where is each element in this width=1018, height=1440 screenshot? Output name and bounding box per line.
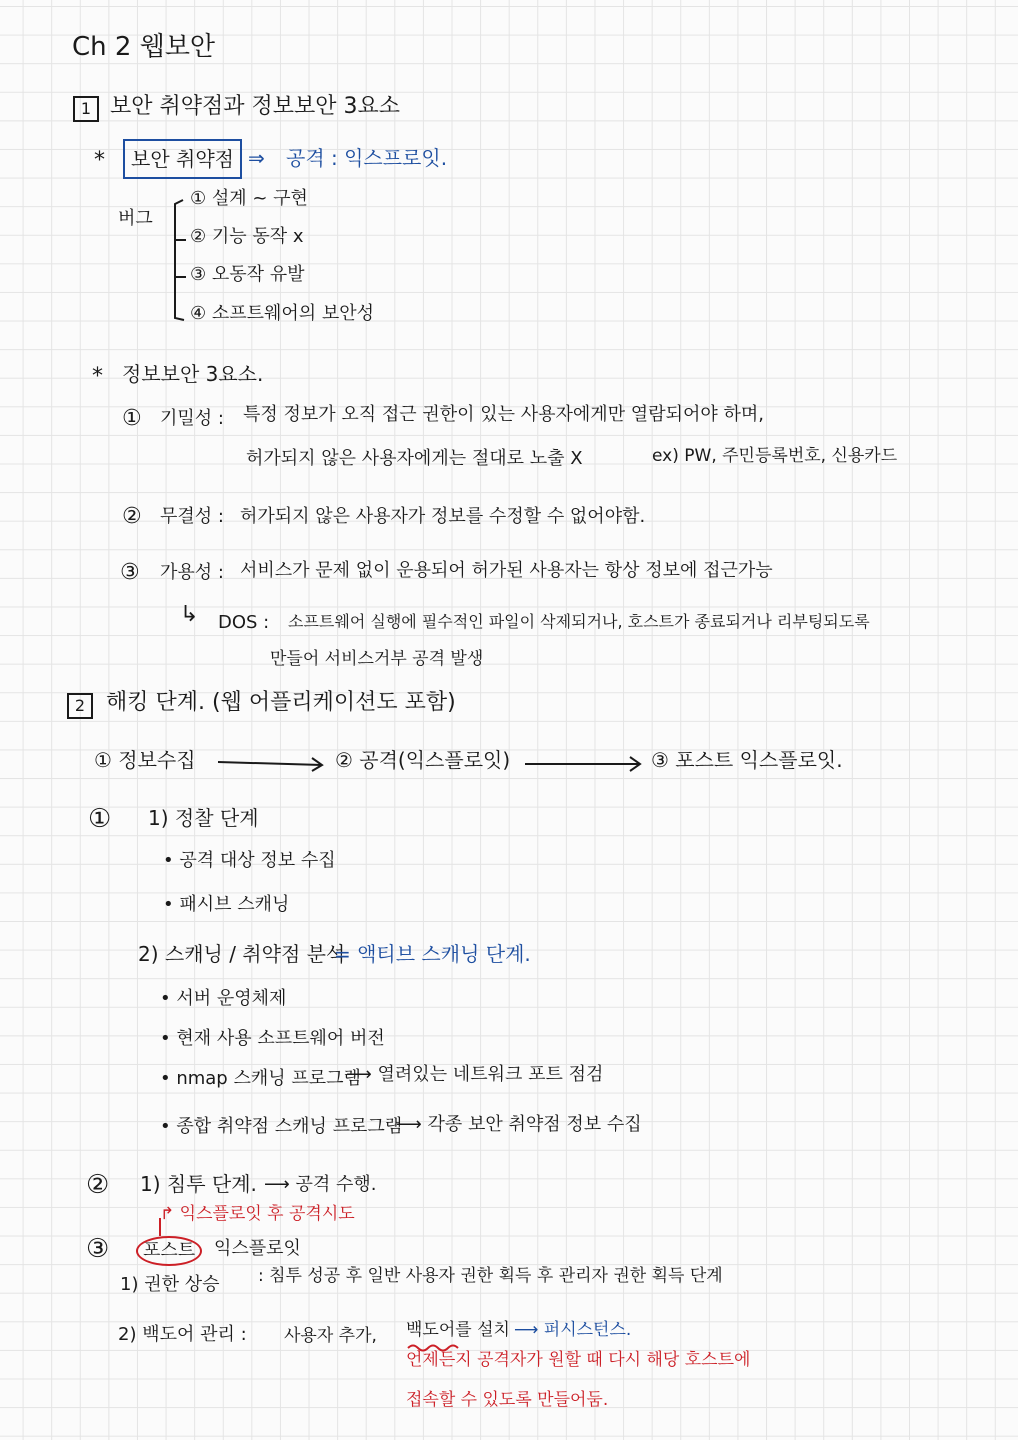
- availability-label: 가용성 :: [160, 562, 224, 583]
- backdoor-label: 2) 백도어 관리 :: [118, 1324, 247, 1345]
- flow-step-3: ③ 포스트 익스플로잇.: [651, 748, 843, 772]
- section-heading-2: 해킹 단계. (웹 어플리케이션도 포함): [106, 690, 456, 715]
- implies-arrow: ⇒: [248, 146, 265, 170]
- triad-heading: 정보보안 3요소.: [122, 362, 264, 386]
- confidentiality-label: 기밀성 :: [160, 408, 224, 429]
- phase-2-text: 1) 침투 단계.: [140, 1172, 257, 1196]
- confidentiality-line-1: 특정 정보가 오직 접근 권한이 있는 사용자에게만 열람되어야 하며,: [243, 404, 764, 425]
- phase-1-number: ①: [88, 804, 112, 834]
- phase-3-rest: 익스플로잇: [214, 1238, 301, 1259]
- bug-item-2: ② 기능 동작 x: [190, 226, 304, 247]
- phase-2-result: ⟶ 공격 수행.: [264, 1174, 377, 1195]
- star-bullet-2: *: [92, 364, 103, 389]
- dos-label: DOS :: [218, 612, 270, 633]
- phase-2-note: ↱ 익스플로잇 후 공격시도: [160, 1204, 355, 1224]
- privilege-text: : 침투 성공 후 일반 사용자 권한 획득 후 관리자 권한 획득 단계: [258, 1266, 723, 1286]
- section-heading-1: 보안 취약점과 정보보안 3요소: [110, 94, 401, 119]
- page-title: Ch 2 웹보안: [72, 32, 216, 62]
- circled-post: 포스트: [136, 1236, 202, 1266]
- flow-arrow-2-head: [630, 757, 640, 771]
- phase-1-sub-2-eq: = 액티브 스캐닝 단계.: [334, 942, 531, 966]
- backdoor-text: 사용자 추가,: [284, 1326, 377, 1346]
- flow-step-2: ② 공격(익스플로잇): [335, 748, 511, 772]
- availability-number: ③: [120, 560, 140, 585]
- persistence-note-1: 언제든지 공격자가 원할 때 다시 해당 호스트에: [406, 1350, 751, 1370]
- boxed-term-vulnerability: 보안 취약점: [123, 139, 242, 179]
- scan-item-2: • 현재 사용 소프트웨어 버전: [160, 1028, 385, 1049]
- integrity-number: ②: [122, 504, 142, 529]
- dos-arrow-icon: ↳: [180, 602, 199, 627]
- phase-2-number: ②: [86, 1170, 110, 1200]
- section-number-1: 1: [73, 96, 99, 122]
- scan-item-3-result: ⟶ 열려있는 네트워크 포트 점검: [346, 1064, 604, 1085]
- flow-arrow-1: [218, 762, 322, 765]
- bug-item-4: ④ 소프트웨어의 보안성: [190, 303, 375, 324]
- scan-item-1: • 서버 운영체제: [160, 988, 287, 1009]
- privilege-label: 1) 권한 상승: [120, 1274, 220, 1295]
- phase-3-number: ③: [86, 1234, 110, 1264]
- phase-1-sub-2: 2) 스캐닝 / 취약점 분석: [138, 942, 346, 966]
- scan-item-3: • nmap 스캐닝 프로그램: [160, 1068, 361, 1089]
- attack-exploit-text: 공격 : 익스프로잇.: [286, 146, 448, 170]
- phase-1-sub-1-item-1: • 공격 대상 정보 수집: [163, 850, 336, 871]
- flow-step-1: ① 정보수집: [94, 748, 196, 772]
- star-bullet: *: [94, 148, 105, 173]
- confidentiality-number: ①: [122, 406, 142, 431]
- confidentiality-line-2: 허가되지 않은 사용자에게는 절대로 노출 X: [246, 448, 583, 469]
- integrity-text: 허가되지 않은 사용자가 정보를 수정할 수 없어야함.: [240, 506, 646, 527]
- dos-line-2: 만들어 서비스거부 공격 발생: [270, 649, 484, 669]
- phase-1-sub-1-item-2: • 패시브 스캐닝: [163, 894, 290, 915]
- section-number-2: 2: [67, 693, 93, 719]
- availability-text: 서비스가 문제 없이 운용되어 허가된 사용자는 항상 정보에 접근가능: [240, 560, 773, 581]
- phase-1-sub-1: 1) 정찰 단계: [148, 806, 259, 830]
- bug-label: 버그: [118, 208, 153, 229]
- scan-item-4-result: ⟶ 각종 보안 취약점 정보 수집: [396, 1114, 642, 1135]
- persistence-note-2: 접속할 수 있도록 만들어둠.: [406, 1390, 609, 1410]
- integrity-label: 무결성 :: [160, 506, 224, 527]
- bug-item-1: ① 설계 ~ 구현: [190, 188, 308, 209]
- confidentiality-example: ex) PW, 주민등록번호, 신용카드: [652, 446, 898, 466]
- backdoor-install: 백도어를 설치: [406, 1320, 510, 1340]
- persistence: ⟶ 퍼시스턴스.: [514, 1320, 632, 1340]
- dos-line-1: 소프트웨어 실행에 필수적인 파일이 삭제되거나, 호스트가 종료되거나 리부팅되도록: [288, 612, 870, 631]
- bug-bracket: [175, 200, 184, 320]
- bug-item-3: ③ 오동작 유발: [190, 264, 305, 285]
- flow-arrow-1-head: [312, 758, 322, 771]
- scan-item-4: • 종합 취약점 스캐닝 프로그램: [160, 1116, 403, 1137]
